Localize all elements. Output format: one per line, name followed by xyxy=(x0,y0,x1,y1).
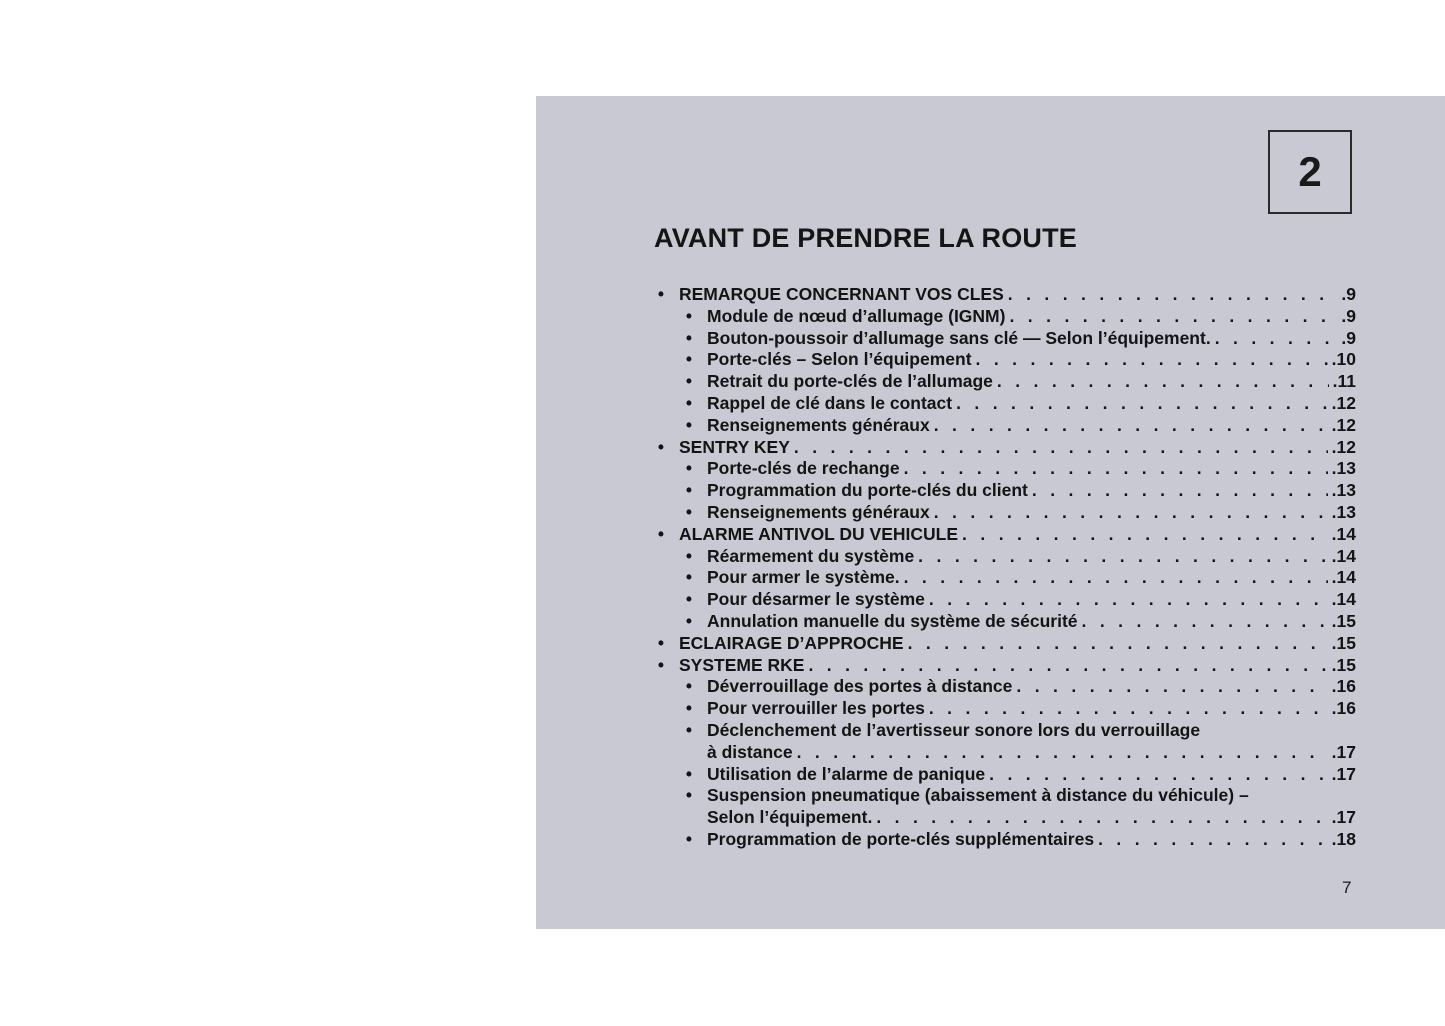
toc-entry-page: .10 xyxy=(1331,349,1356,370)
toc-entry-label: Bouton-poussoir d’allumage sans clé — Selon l’équipement. xyxy=(707,327,1211,348)
bullet-icon: • xyxy=(657,654,665,675)
toc-entry xyxy=(654,415,1356,437)
toc-entry-label: SENTRY KEY xyxy=(679,436,790,457)
bullet-icon: • xyxy=(685,785,693,806)
toc-entry-page: .9 xyxy=(1341,284,1356,304)
toc-entry xyxy=(654,633,1356,655)
toc-entry-page: .13 xyxy=(1331,458,1356,479)
toc-entry xyxy=(654,524,1356,546)
toc-entry-label: Renseignements généraux xyxy=(707,414,930,435)
toc-entry xyxy=(654,676,1356,698)
toc-entry-page: .11 xyxy=(1332,371,1356,392)
toc-entry-label: Rappel de clé dans le contact xyxy=(707,392,953,413)
chapter-number-box xyxy=(1268,130,1352,214)
dot-leader xyxy=(929,698,1328,720)
bullet-icon: • xyxy=(685,589,693,610)
toc-entry-page: .15 xyxy=(1331,610,1356,631)
toc-entry xyxy=(654,567,1356,589)
toc-entry-label: Pour désarmer le système xyxy=(707,589,925,610)
toc-entry xyxy=(654,306,1356,328)
bullet-icon: • xyxy=(685,501,693,522)
bullet-icon: • xyxy=(685,567,693,588)
dot-leader xyxy=(962,524,1328,546)
toc-entry-label: Déverrouillage des portes à distance xyxy=(707,676,1013,697)
toc-entry xyxy=(654,611,1356,633)
toc-entry-page: .18 xyxy=(1331,828,1356,849)
toc-entry xyxy=(654,284,1356,306)
bullet-icon: • xyxy=(685,458,693,479)
dot-leader xyxy=(1016,676,1327,698)
toc-entry-label: Porte-clés – Selon l’équipement xyxy=(707,349,972,370)
bullet-icon: • xyxy=(685,698,693,719)
toc-entry xyxy=(654,502,1356,524)
toc-entry-label: Pour verrouiller les portes xyxy=(707,698,925,719)
bullet-icon: • xyxy=(685,305,693,326)
toc-entry-label: SYSTEME RKE xyxy=(679,654,805,675)
toc-entry-label: Porte-clés de rechange xyxy=(707,458,900,479)
dot-leader xyxy=(908,633,1328,655)
toc-entry-label: Renseignements généraux xyxy=(707,501,930,522)
bullet-icon: • xyxy=(685,610,693,631)
toc-entry-page: .12 xyxy=(1331,436,1356,457)
chapter-number: 2 xyxy=(1298,148,1322,195)
toc-entry-page: .13 xyxy=(1331,480,1356,501)
toc-entry-label: Programmation du porte-clés du client xyxy=(707,480,1028,501)
toc-entry xyxy=(654,437,1356,459)
toc-entry xyxy=(654,349,1356,371)
dot-leader xyxy=(876,807,1327,829)
dot-leader xyxy=(976,349,1328,371)
toc-entry-label: Réarmement du système xyxy=(707,545,915,566)
page-number: 7 xyxy=(1342,878,1352,897)
toc-entry-page: .15 xyxy=(1331,654,1356,675)
dot-leader xyxy=(918,546,1328,568)
toc-entry-page: .9 xyxy=(1341,327,1356,348)
toc-entry xyxy=(654,371,1356,393)
toc-entry-label: REMARQUE CONCERNANT VOS CLES xyxy=(679,284,1004,304)
bullet-icon: • xyxy=(685,763,693,784)
toc-entry-label: à distance xyxy=(707,741,793,762)
bullet-icon: • xyxy=(685,371,693,392)
toc-entry-label: Utilisation de l’alarme de panique xyxy=(707,763,986,784)
toc-entry-label: Pour armer le système. xyxy=(707,567,900,588)
toc-entry xyxy=(654,328,1356,350)
page-title: AVANT DE PRENDRE LA ROUTE xyxy=(654,223,1078,253)
toc-entry-page: .13 xyxy=(1331,501,1356,522)
toc-entry-page: .17 xyxy=(1331,741,1356,762)
bullet-icon: • xyxy=(685,327,693,348)
toc-entry-page: .14 xyxy=(1331,567,1356,588)
toc-entry xyxy=(654,698,1356,720)
toc-entry xyxy=(654,589,1356,611)
dot-leader xyxy=(794,437,1328,459)
bullet-icon: • xyxy=(685,480,693,501)
dot-leader xyxy=(997,371,1329,393)
dot-leader xyxy=(956,393,1328,415)
toc-entry-label: Selon l’équipement. xyxy=(707,807,873,828)
toc-entry-page: .14 xyxy=(1331,545,1356,566)
dot-leader xyxy=(929,589,1328,611)
toc-entry-page: .12 xyxy=(1331,414,1356,435)
manual-page xyxy=(536,96,1445,929)
bullet-icon: • xyxy=(657,436,665,457)
dot-leader xyxy=(1082,611,1328,633)
toc-entry-page: .15 xyxy=(1331,632,1356,653)
dot-leader xyxy=(797,742,1328,764)
toc-entry xyxy=(654,458,1356,480)
toc-entry-label-line1: Déclenchement de l’avertisseur sonore lors du verrouillage xyxy=(707,719,1201,740)
toc-entry xyxy=(654,480,1356,502)
bullet-icon: • xyxy=(657,523,665,544)
toc-entry-page: .16 xyxy=(1331,698,1356,719)
bullet-icon: • xyxy=(685,676,693,697)
dot-leader xyxy=(808,655,1327,677)
bullet-icon: • xyxy=(685,349,693,370)
dot-leader xyxy=(934,502,1328,524)
dot-leader xyxy=(1098,829,1328,851)
bullet-icon: • xyxy=(685,414,693,435)
toc-entry xyxy=(654,785,1356,829)
toc-entry-page: .17 xyxy=(1331,807,1356,828)
toc-entry-page: .16 xyxy=(1331,676,1356,697)
dot-leader xyxy=(1215,328,1338,350)
table-of-contents xyxy=(654,284,1356,851)
toc-entry xyxy=(654,764,1356,786)
toc-entry-page: .14 xyxy=(1331,523,1356,544)
bullet-icon: • xyxy=(657,284,665,304)
toc-entry-page: .17 xyxy=(1331,763,1356,784)
toc-entry-label: Programmation de porte-clés supplémentaires xyxy=(707,828,1095,849)
toc-entry-label: Retrait du porte-clés de l’allumage xyxy=(707,371,993,392)
dot-leader xyxy=(1009,306,1337,328)
toc-entry xyxy=(654,393,1356,415)
toc-entry xyxy=(654,720,1356,764)
bullet-icon: • xyxy=(657,632,665,653)
toc-entry-label: ECLAIRAGE D’APPROCHE xyxy=(679,632,904,653)
toc-entry-label-line1: Suspension pneumatique (abaissement à distance du véhicule) – xyxy=(707,785,1249,806)
dot-leader xyxy=(1008,284,1338,306)
toc-entry-label: Module de nœud d’allumage (IGNM) xyxy=(707,305,1006,326)
toc-entry-label: ALARME ANTIVOL DU VEHICULE xyxy=(679,523,959,544)
bullet-icon: • xyxy=(685,719,693,740)
toc-entry-page: .14 xyxy=(1331,589,1356,610)
toc-entry xyxy=(654,655,1356,677)
bullet-icon: • xyxy=(685,545,693,566)
dot-leader xyxy=(904,458,1328,480)
toc-entry xyxy=(654,829,1356,851)
bullet-icon: • xyxy=(685,392,693,413)
bullet-icon: • xyxy=(685,828,693,849)
dot-leader xyxy=(1032,480,1328,502)
dot-leader xyxy=(989,764,1328,786)
toc-entry-page: .9 xyxy=(1341,305,1356,326)
toc-entry-page: .12 xyxy=(1331,392,1356,413)
toc-entry-label: Annulation manuelle du système de sécurité xyxy=(707,610,1078,631)
toc-entry xyxy=(654,546,1356,568)
dot-leader xyxy=(904,567,1328,589)
dot-leader xyxy=(934,415,1328,437)
